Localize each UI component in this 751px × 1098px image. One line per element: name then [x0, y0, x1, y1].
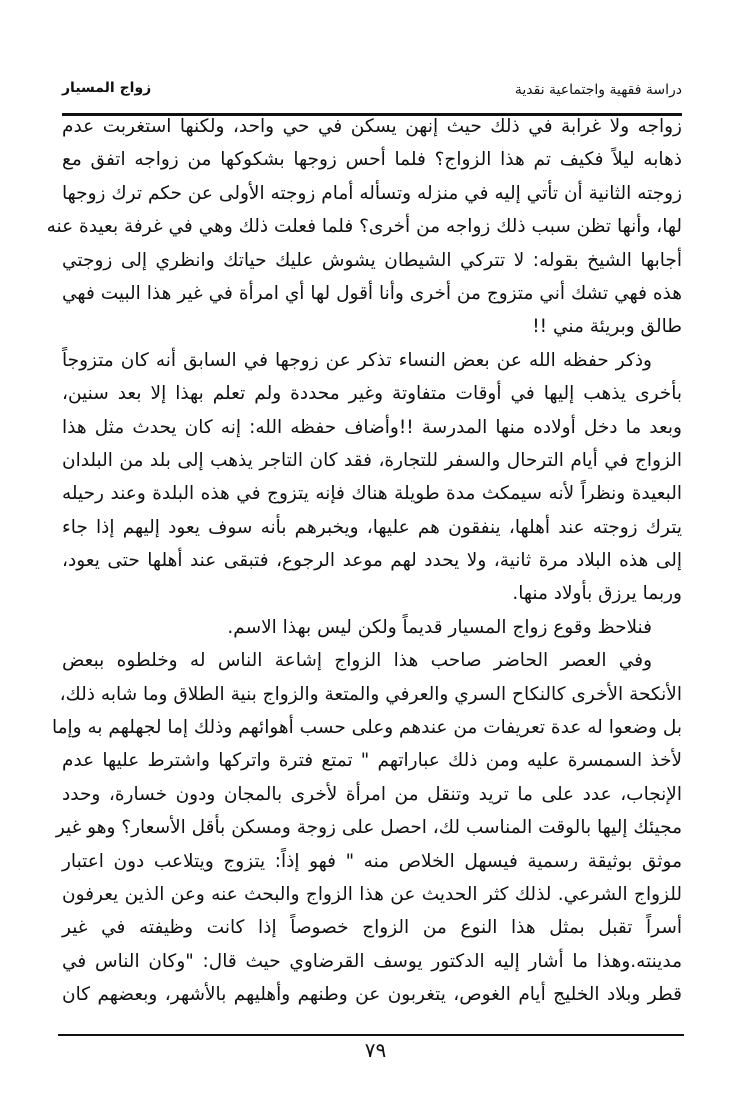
text-line: وبعد ما دخل أولاده منها المدرسة !!وأضاف حفظه الله: إنه كان يحدث مثل هذا — [62, 416, 682, 438]
text-line: لأخذ السمسرة عليه ومن ذلك عباراتهم " تمتع فترة واتركها واشترط عليها عدم — [62, 750, 682, 772]
text-line: ذهابه ليلاً فكيف تم هذا الزواج؟ فلما أحس زوجها بشكوكها من زواجه اتفق مع — [62, 149, 682, 171]
text-line: لها، وأنها تظن سبب ذلك زواجه من أخرى؟ فلما فعلت ذلك وهي في غرفة بعيدة عنه — [46, 216, 682, 238]
page-number: ٧٩ — [364, 1038, 387, 1062]
footer-divider — [58, 1034, 684, 1036]
text-line: زواجه ولا غرابة في ذلك حيث إنهن يسكن في حي واحد، ولكنها استغربت عدم — [62, 116, 682, 137]
text-line: زوجته الثانية أن تأتي إليه في منزله وتسأله أمام زوجته الأولى عن حكم ترك زوجها — [62, 182, 682, 204]
text-line: الإنجاب، عدد على ما تريد وتنقل من امرأة لأخرى بالمجان ودون خسارة، وحدد — [62, 783, 682, 805]
header-book-title: زواج المسيار — [62, 80, 152, 96]
paragraph — [62, 611, 682, 644]
text-line: يترك زوجته عند أهلها، ينفقون هم عليها، ويخبرهم بأنه سوف يعود إليهم إذا جاء — [62, 516, 682, 538]
text-line: الزواج في أيام الترحال والسفر للتجارة، فقد كان التاجر يذهب إلى بلد من البلدان — [62, 449, 682, 471]
text-line: للزواج الشرعي. لذلك كثر الحديث عن هذا الزواج والبحث عنه وعن الذين يعرفون — [62, 883, 682, 905]
text-line: قطر وبلاد الخليج أيام الغوص، يتغربون عن وطنهم وأهليهم بالأشهر، وبعضهم كان — [62, 984, 682, 1006]
text-line: طالق وبريئة مني !! — [532, 316, 682, 338]
running-header — [62, 80, 682, 104]
text-line: بأخرى يذهب إليها في أوقات متفاوتة وغير محددة ولم تعلم بهذا إلا بعد سنين، — [62, 383, 682, 405]
text-line: وذكر حفظه الله عن بعض النساء تذكر عن زوجها في السابق أنه كان متزوجاً — [62, 349, 652, 371]
text-line: موثق بوثيقة رسمية فيسهل الخلاص منه " فهو إذاً: يتزوج ويتلاعب دون اعتبار — [62, 850, 682, 872]
text-line: البعيدة ونظراً لأنه سيمكث مدة طويلة هناك فإنه يتزوج في هذه البلدة وعند رحيله — [62, 483, 682, 505]
text-line: إلى هذه البلاد مرة ثانية، ولا يحدد لهم موعد الرجوع، فتبقى عند أهلها حتى يعود، — [62, 550, 682, 572]
text-line: وربما يرزق بأولاد منها. — [512, 583, 682, 605]
text-line: فنلاحظ وقوع زواج المسيار قديماً ولكن ليس بهذا الاسم. — [227, 616, 652, 638]
header-subtitle: دراسة فقهية واجتماعية نقدية — [514, 82, 682, 98]
text-line: مجيئك إليها بالوقت المناسب لك، احصل على زوجة ومسكن بأقل الأسعار؟ وهو غير — [55, 817, 682, 839]
paragraph — [62, 344, 682, 611]
paragraph — [51, 644, 682, 1011]
text-line: أسراً تقبل بمثل هذا النوع من الزواج خصوصاً إذا كانت وظيفته في غير — [62, 917, 682, 939]
text-line: مدينته.وهذا ما أشار إليه الدكتور يوسف القرضاوي حيث قال: "وكان الناس في — [62, 950, 682, 972]
text-line: بل وضعوا له عدة تعريفات من عندهم وعلى حسب أهوائهم وذلك إما لجهلهم به وإما — [51, 717, 682, 739]
page-body — [46, 110, 682, 1012]
text-line: أجابها الشيخ بقوله: لا تتركي الشيطان يشوش عليك حياتك وانظري إلى زوجتي — [62, 249, 682, 271]
text-line: هذه فهي تشك أني متزوج من أخرى وأنا أقول لها أي امرأة في غير هذا البيت فهي — [62, 282, 682, 304]
text-line: الأنكحة الأخرى كالنكاح السري والعرفي والمتعة والزواج بنية الطلاق وما شابه ذلك، — [59, 683, 682, 705]
paragraph — [46, 110, 682, 344]
text-line: وفي العصر الحاضر صاحب هذا الزواج إشاعة الناس له وخلطوه ببعض — [62, 650, 652, 672]
